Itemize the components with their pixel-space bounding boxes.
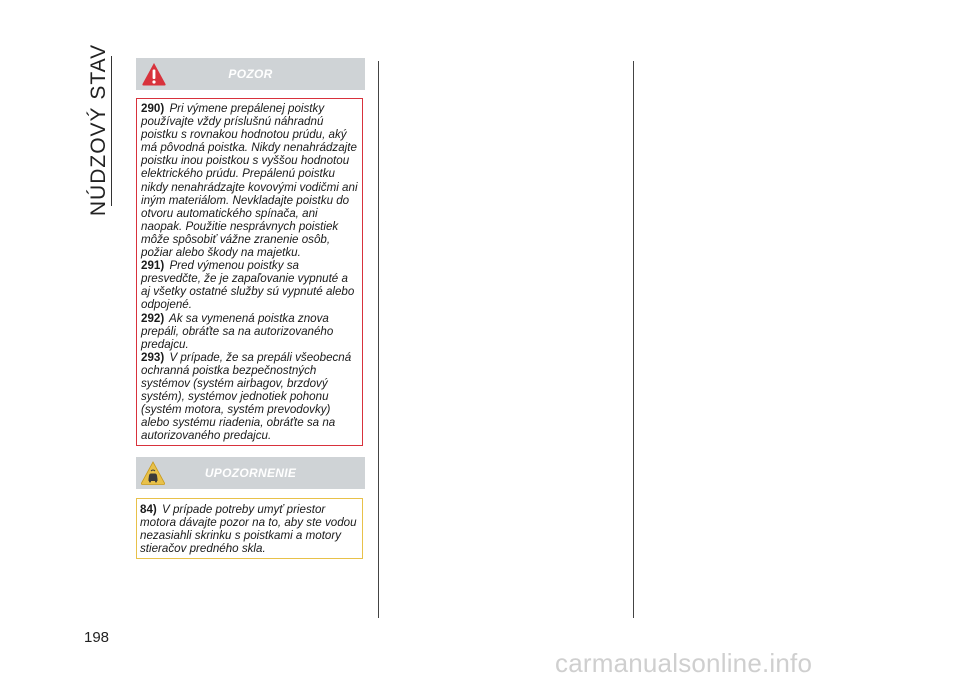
notice-box <box>136 498 363 559</box>
note-number: 84) <box>140 503 157 516</box>
note-text: V prípade potreby umyť priestor motora dávajte pozor na to, aby ste vodou nezasiahli skrinku s poistkami a motory stieračov predného skla. <box>140 503 357 556</box>
watermark: carmanualsonline.info <box>555 648 813 678</box>
note-number: 291) <box>141 259 165 273</box>
notice-title: UPOZORNENIE <box>204 466 297 480</box>
section-title-text: NÚDZOVÝ STAV <box>87 43 110 217</box>
caution-title: POZOR <box>228 67 273 81</box>
note-number: 292) <box>141 311 165 325</box>
page-number: 198 <box>84 629 110 646</box>
note-number: 293) <box>141 350 165 364</box>
note-293 <box>141 351 359 443</box>
caution-box <box>136 98 363 446</box>
note-number: 290) <box>141 102 165 115</box>
note-text: Ak sa vymenená poistka znova prepáli, obráťte sa na autorizovaného predajcu. <box>141 311 334 351</box>
notice-header <box>136 457 365 489</box>
column-divider-2 <box>633 61 634 618</box>
section-divider <box>111 56 112 206</box>
note-text: Pri výmene prepálenej poistky používajte vždy príslušnú náhradnú poistku s rovnakou hodnotou prúdu, aký má pôvodná poistka. Nikdy nenahrádzajte poistku inou poistkou s vyššou hodnotou elektrického prúdu. Prepálenú poistku nikdy nenahrádzajte kovovými vodičmi ani iným materiálom. Nevkladajte poistku do otvoru automatického spínača, ani naopak. Použitie nesprávnych poistiek môže spôsobiť vážne zranenie osôb, požiar alebo škody na majetku. <box>141 102 358 260</box>
section-title <box>79 43 119 217</box>
note-291 <box>141 259 359 311</box>
note-text: V prípade, že sa prepáli všeobecná ochranná poistka bezpečnostných systémov (systém airbagov, brzdový systém), systémov jednotiek pohonu (systém motora, systém prevodovky) alebo systému riadenia, obráťte sa na autorizovaného predajcu. <box>141 350 352 443</box>
note-292 <box>141 312 359 351</box>
caution-header <box>136 58 365 90</box>
note-text: Pred výmenou poistky sa presvedčte, že je zapaľovanie vypnuté a aj všetky ostatné služby sú vypnuté alebo odpojené. <box>141 259 355 312</box>
column-divider-1 <box>378 61 379 618</box>
note-84 <box>140 503 359 555</box>
note-290 <box>141 102 359 259</box>
